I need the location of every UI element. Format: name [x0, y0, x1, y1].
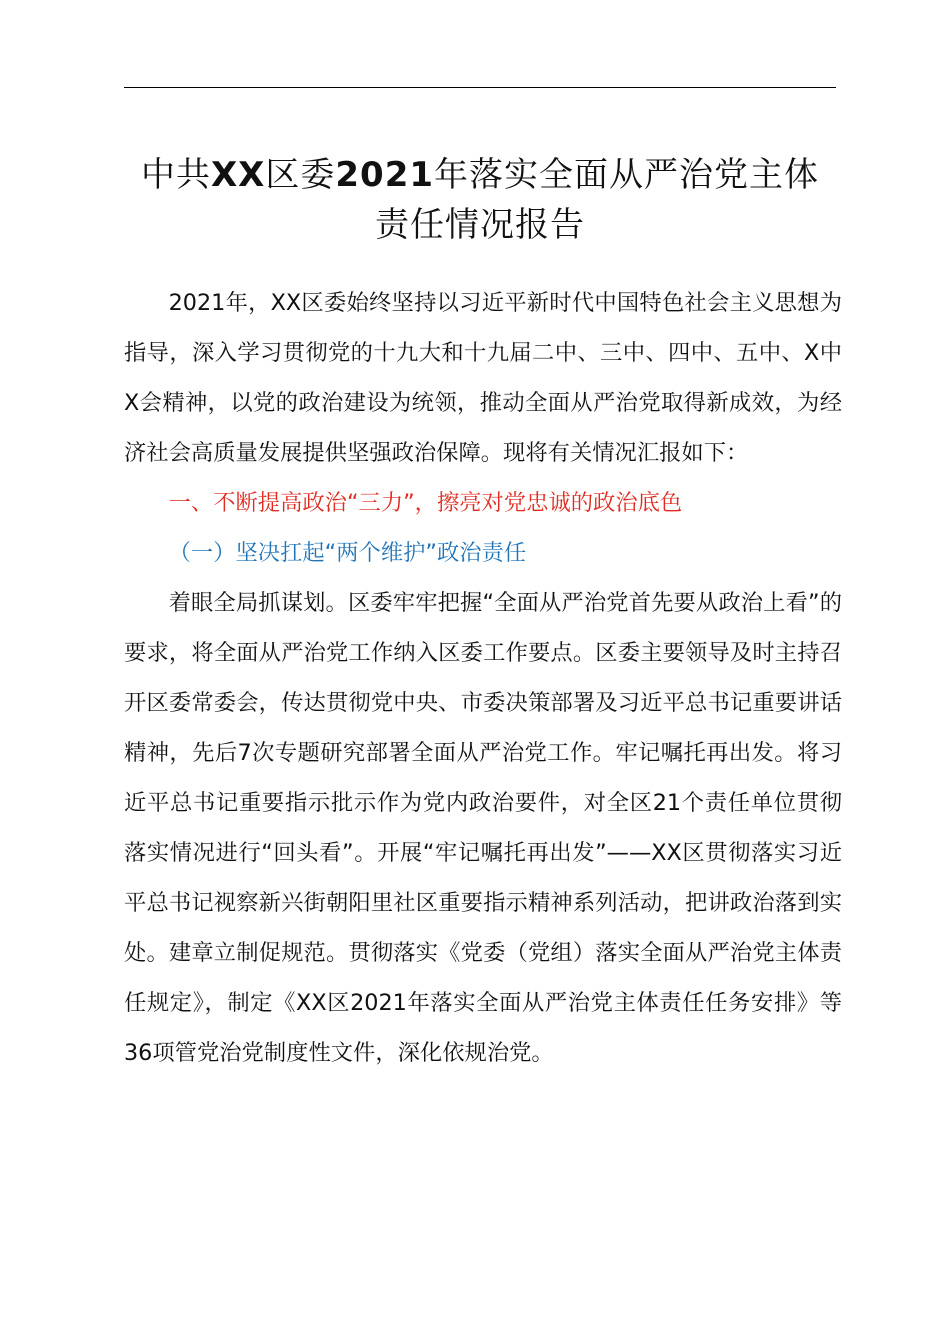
title-line-2: 责任情况报告 [375, 205, 585, 245]
intro-paragraph: 2021年，XX区委始终坚持以习近平新时代中国特色社会主义思想为指导，深入学习贯彻党的十九大和十九届二中、三中、四中、五中、X中X会精神，以党的政治建设为统领，推动全面从严治党取得新成效，为经济社会高质量发展提供坚强政治保障。现将有关情况汇报如下： [124, 290, 842, 466]
document-body [124, 278, 842, 1078]
body-paragraph: 着眼全局抓谋划。区委牢牢把握“全面从严治党首先要从政治上看”的要求，将全面从严治党工作纳入区委工作要点。区委主要领导及时主持召开区委常委会，传达贯彻党中央、市委决策部署及习近平总书记重要讲话精神，先后7次专题研究部署全面从严治党工作。牢记嘱托再出发。将习近平总书记重要指示批示作为党内政治要件，对全区21个责任单位贯彻落实情况进行“回头看”。开展“牢记嘱托再出发”——XX区贯彻落实习近平总书记视察新兴街朝阳里社区重要指示精神系列活动，把讲政治落到实处。建章立制促规范。贯彻落实《党委（党组）落实全面从严治党主体责任规定》，制定《XX区2021年落实全面从严治党主体责任任务安排》等36项管党治党制度性文件，深化依规治党。 [124, 590, 842, 1066]
header-rule [124, 87, 836, 88]
title-line-1: 中共XX区委2021年落实全面从严治党主体 [140, 155, 820, 195]
document-title [90, 150, 870, 250]
section-heading: 一、不断提高政治“三力”，擦亮对党忠诚的政治底色 [168, 490, 683, 516]
subsection-heading: （一）坚决扛起“两个维护”政治责任 [168, 540, 527, 566]
